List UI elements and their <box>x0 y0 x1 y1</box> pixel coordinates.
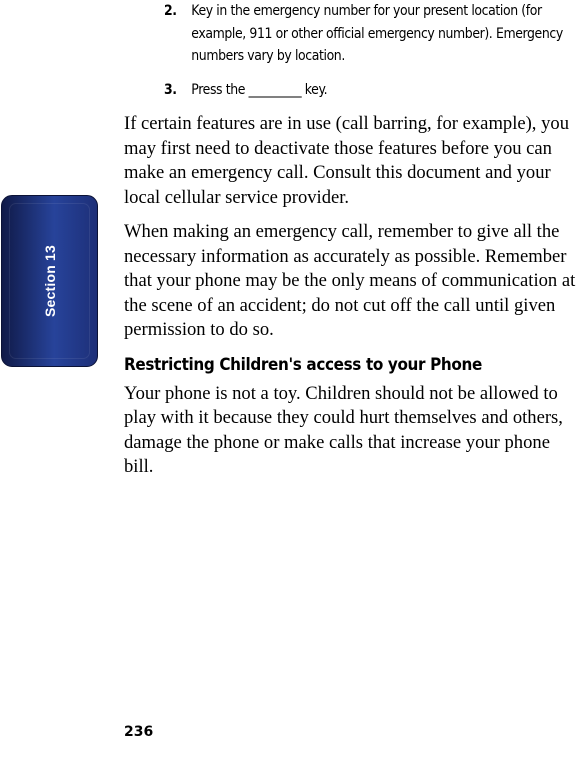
step-text: Press the _________ key. <box>191 81 328 98</box>
procedure-steps <box>164 0 563 112</box>
section-heading: Restricting Children's access to your Phone <box>124 354 482 375</box>
section-tab <box>1 195 98 367</box>
step-text: Key in the emergency number for your present location (for example, 911 or other official emergency number). Emergency numbers vary by location. <box>191 3 563 64</box>
main-content <box>124 112 582 490</box>
page-number: 236 <box>124 724 154 740</box>
section-tab-label: Section 13 <box>41 244 58 318</box>
toy-paragraph: Your phone is not a toy. Children should not be allowed to play with it because they could hurt themselves and others, damage the phone or make calls that increase your phone bill. <box>124 382 563 477</box>
information-paragraph: When making an emergency call, remember to give all the necessary information as accurately as possible. Remember that your phone may be the only means of communication at the scene of an accident; do not cut off the call until given permission to do so. <box>124 221 576 340</box>
features-paragraph: If certain features are in use (call barring, for example), you may first need to deactivate those features before you can make an emergency call. Consult this document and your local cellular service provider. <box>124 113 569 208</box>
step-item <box>164 0 582 68</box>
step-item <box>164 79 582 102</box>
step-number: 3. <box>164 81 177 98</box>
step-number: 2. <box>164 3 177 19</box>
